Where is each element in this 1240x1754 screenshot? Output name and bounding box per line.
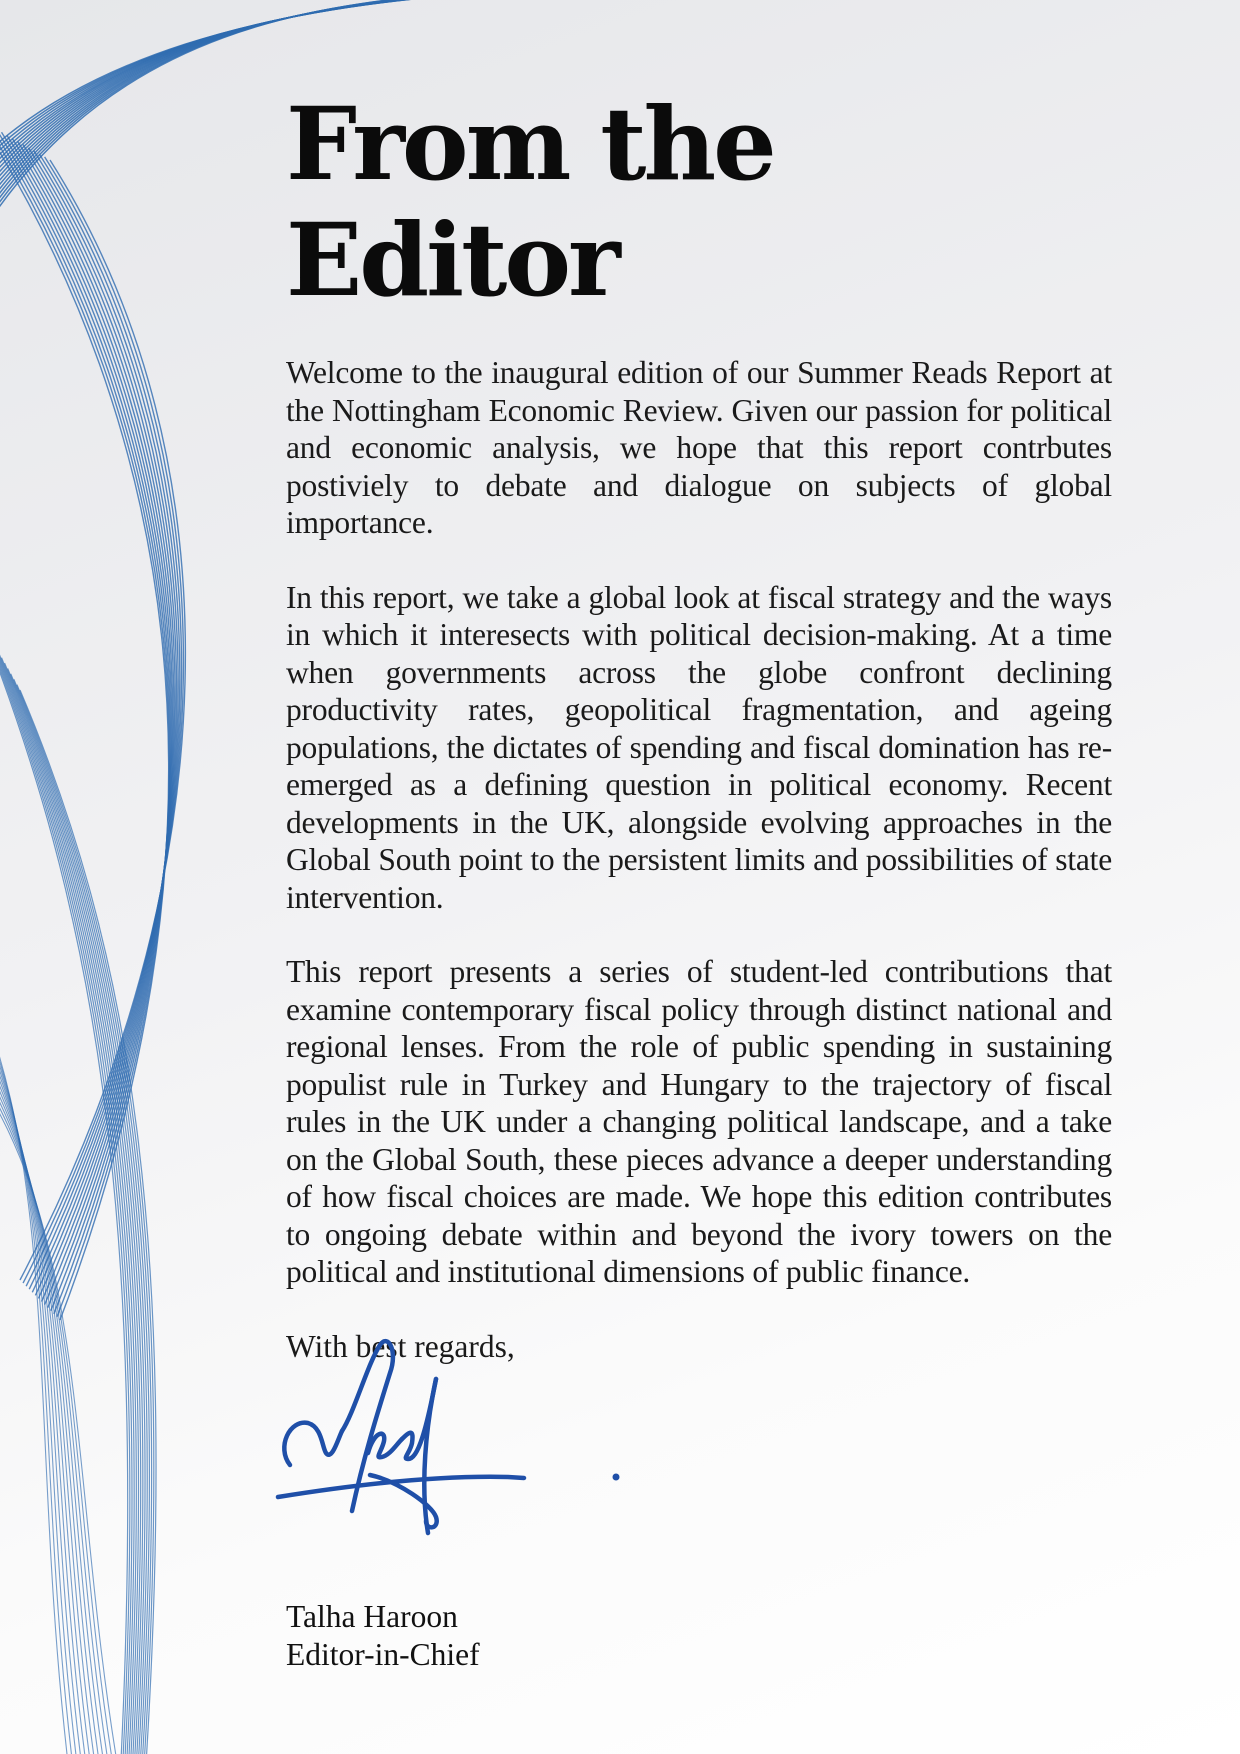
signatory-role: Editor-in-Chief <box>286 1637 480 1672</box>
signatory-name: Talha Haroon <box>286 1599 458 1634</box>
closing-line: With best regards, <box>286 1328 515 1364</box>
intro-paragraph: Welcome to the inaugural edition of our Summer Reads Report at the Nottingham Economic Review. Given our passion for political and economic analysis, we hope that this report contrbutes postiviely to debate and dialogue on subjects of global importance. <box>286 355 1112 540</box>
signature-icon <box>270 1335 630 1555</box>
wave-line <box>0 625 130 1754</box>
wave-line <box>5 663 145 1754</box>
wave-line <box>23 157 183 1283</box>
fiscal-strategy-paragraph: In this report, we take a global look at fiscal strategy and the ways in which it interesects with political decision-making. At a time when governments across the globe confront declining productivity rates, geopolitical fragmentation, and ageing populations, the dictates of spending and fiscal domination has re-emerged as a defining question in political economy. Recent developments in the UK, alongside evolving approaches in the Global South point to the persistent limits and possibilities of state intervention. <box>286 579 1112 915</box>
contributions-paragraph: This report presents a series of student-led contributions that examine contemporary fiscal policy through distinct national and regional lenses. From the role of public spending in sustaining populist rule in Turkey and Hungary to the trajectory of fiscal rules in the UK under a changing political landscape, and a take on the Global South, these pieces advance a deeper understanding of how fiscal choices are made. We hope this edition contributes to ongoing debate within and beyond the ivory towers on the political and institutional dimensions of public finance. <box>286 954 1112 1289</box>
wave-line <box>0 636 134 1754</box>
signatory-block <box>286 1598 480 1674</box>
letter-content <box>286 86 1112 1365</box>
wave-line <box>0 1080 120 1754</box>
page-title: From the Editor <box>286 85 774 319</box>
